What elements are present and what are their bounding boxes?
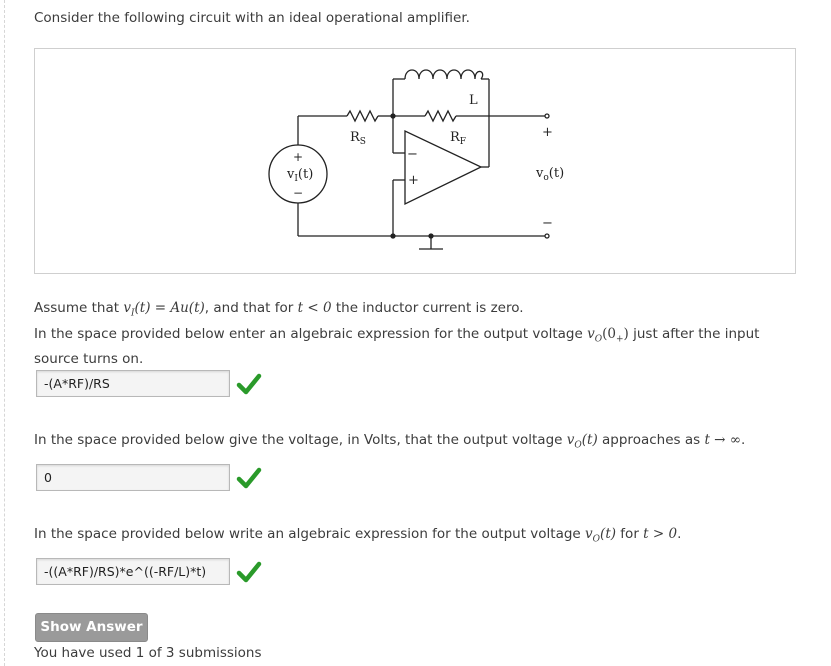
inverting-input-label: − — [407, 147, 418, 162]
page-left-border — [4, 0, 5, 666]
question-1-line-3: source turns on. — [34, 351, 144, 368]
output-plus-label: + — [542, 125, 553, 140]
answer-3-input[interactable]: -((A*RF)/RS)*e^((-RF/L)*t) — [36, 558, 230, 585]
check-icon — [236, 467, 262, 489]
rf-label: $R_F$ — [450, 130, 467, 147]
noninverting-input-label: + — [408, 173, 419, 188]
rs-resistor — [347, 111, 378, 121]
submissions-status: You have used 1 of 3 submissions — [34, 645, 262, 661]
circuit-figure — [34, 48, 796, 274]
source-minus-label: − — [293, 186, 304, 200]
show-answer-button[interactable]: Show Answer — [35, 613, 148, 642]
source-label: $v_I(t)$ — [287, 167, 314, 184]
answer-1-input[interactable]: -(A*RF)/RS — [36, 370, 230, 397]
inductor-coil — [405, 70, 483, 79]
output-voltage-label: $v_o(t)$ — [536, 166, 565, 183]
question-1-line-2: In the space provided below enter an algebraic expression for the output voltage $v_O(0_+)$ just after the input — [34, 325, 760, 345]
check-icon — [236, 373, 262, 395]
question-2-text: In the space provided below give the voltage, in Volts, that the output voltage $v_O(t)$ approaches as t → ∞. — [34, 432, 746, 451]
rf-resistor — [425, 111, 456, 121]
question-1-line-1: Assume that $v_I(t) = Au(t)$, and that for t < 0 the inductor current is zero. — [34, 300, 524, 319]
inductor-label: L — [469, 93, 478, 108]
op-amp-symbol — [405, 131, 481, 204]
source-plus-label: + — [293, 150, 304, 164]
rs-label: $R_S$ — [350, 130, 366, 147]
output-minus-label: − — [542, 216, 553, 231]
output-terminal-minus — [545, 234, 549, 238]
check-icon — [236, 561, 262, 583]
output-terminal-plus — [545, 114, 549, 118]
node-dot — [391, 234, 395, 238]
answer-2-input[interactable]: 0 — [36, 464, 230, 491]
question-1-text — [34, 298, 794, 369]
question-3-text: In the space provided below write an algebraic expression for the output voltage $v_O(t)$ for t > 0. — [34, 526, 682, 545]
circuit-diagram — [35, 49, 797, 275]
problem-intro: Consider the following circuit with an ideal operational amplifier. — [34, 10, 470, 26]
